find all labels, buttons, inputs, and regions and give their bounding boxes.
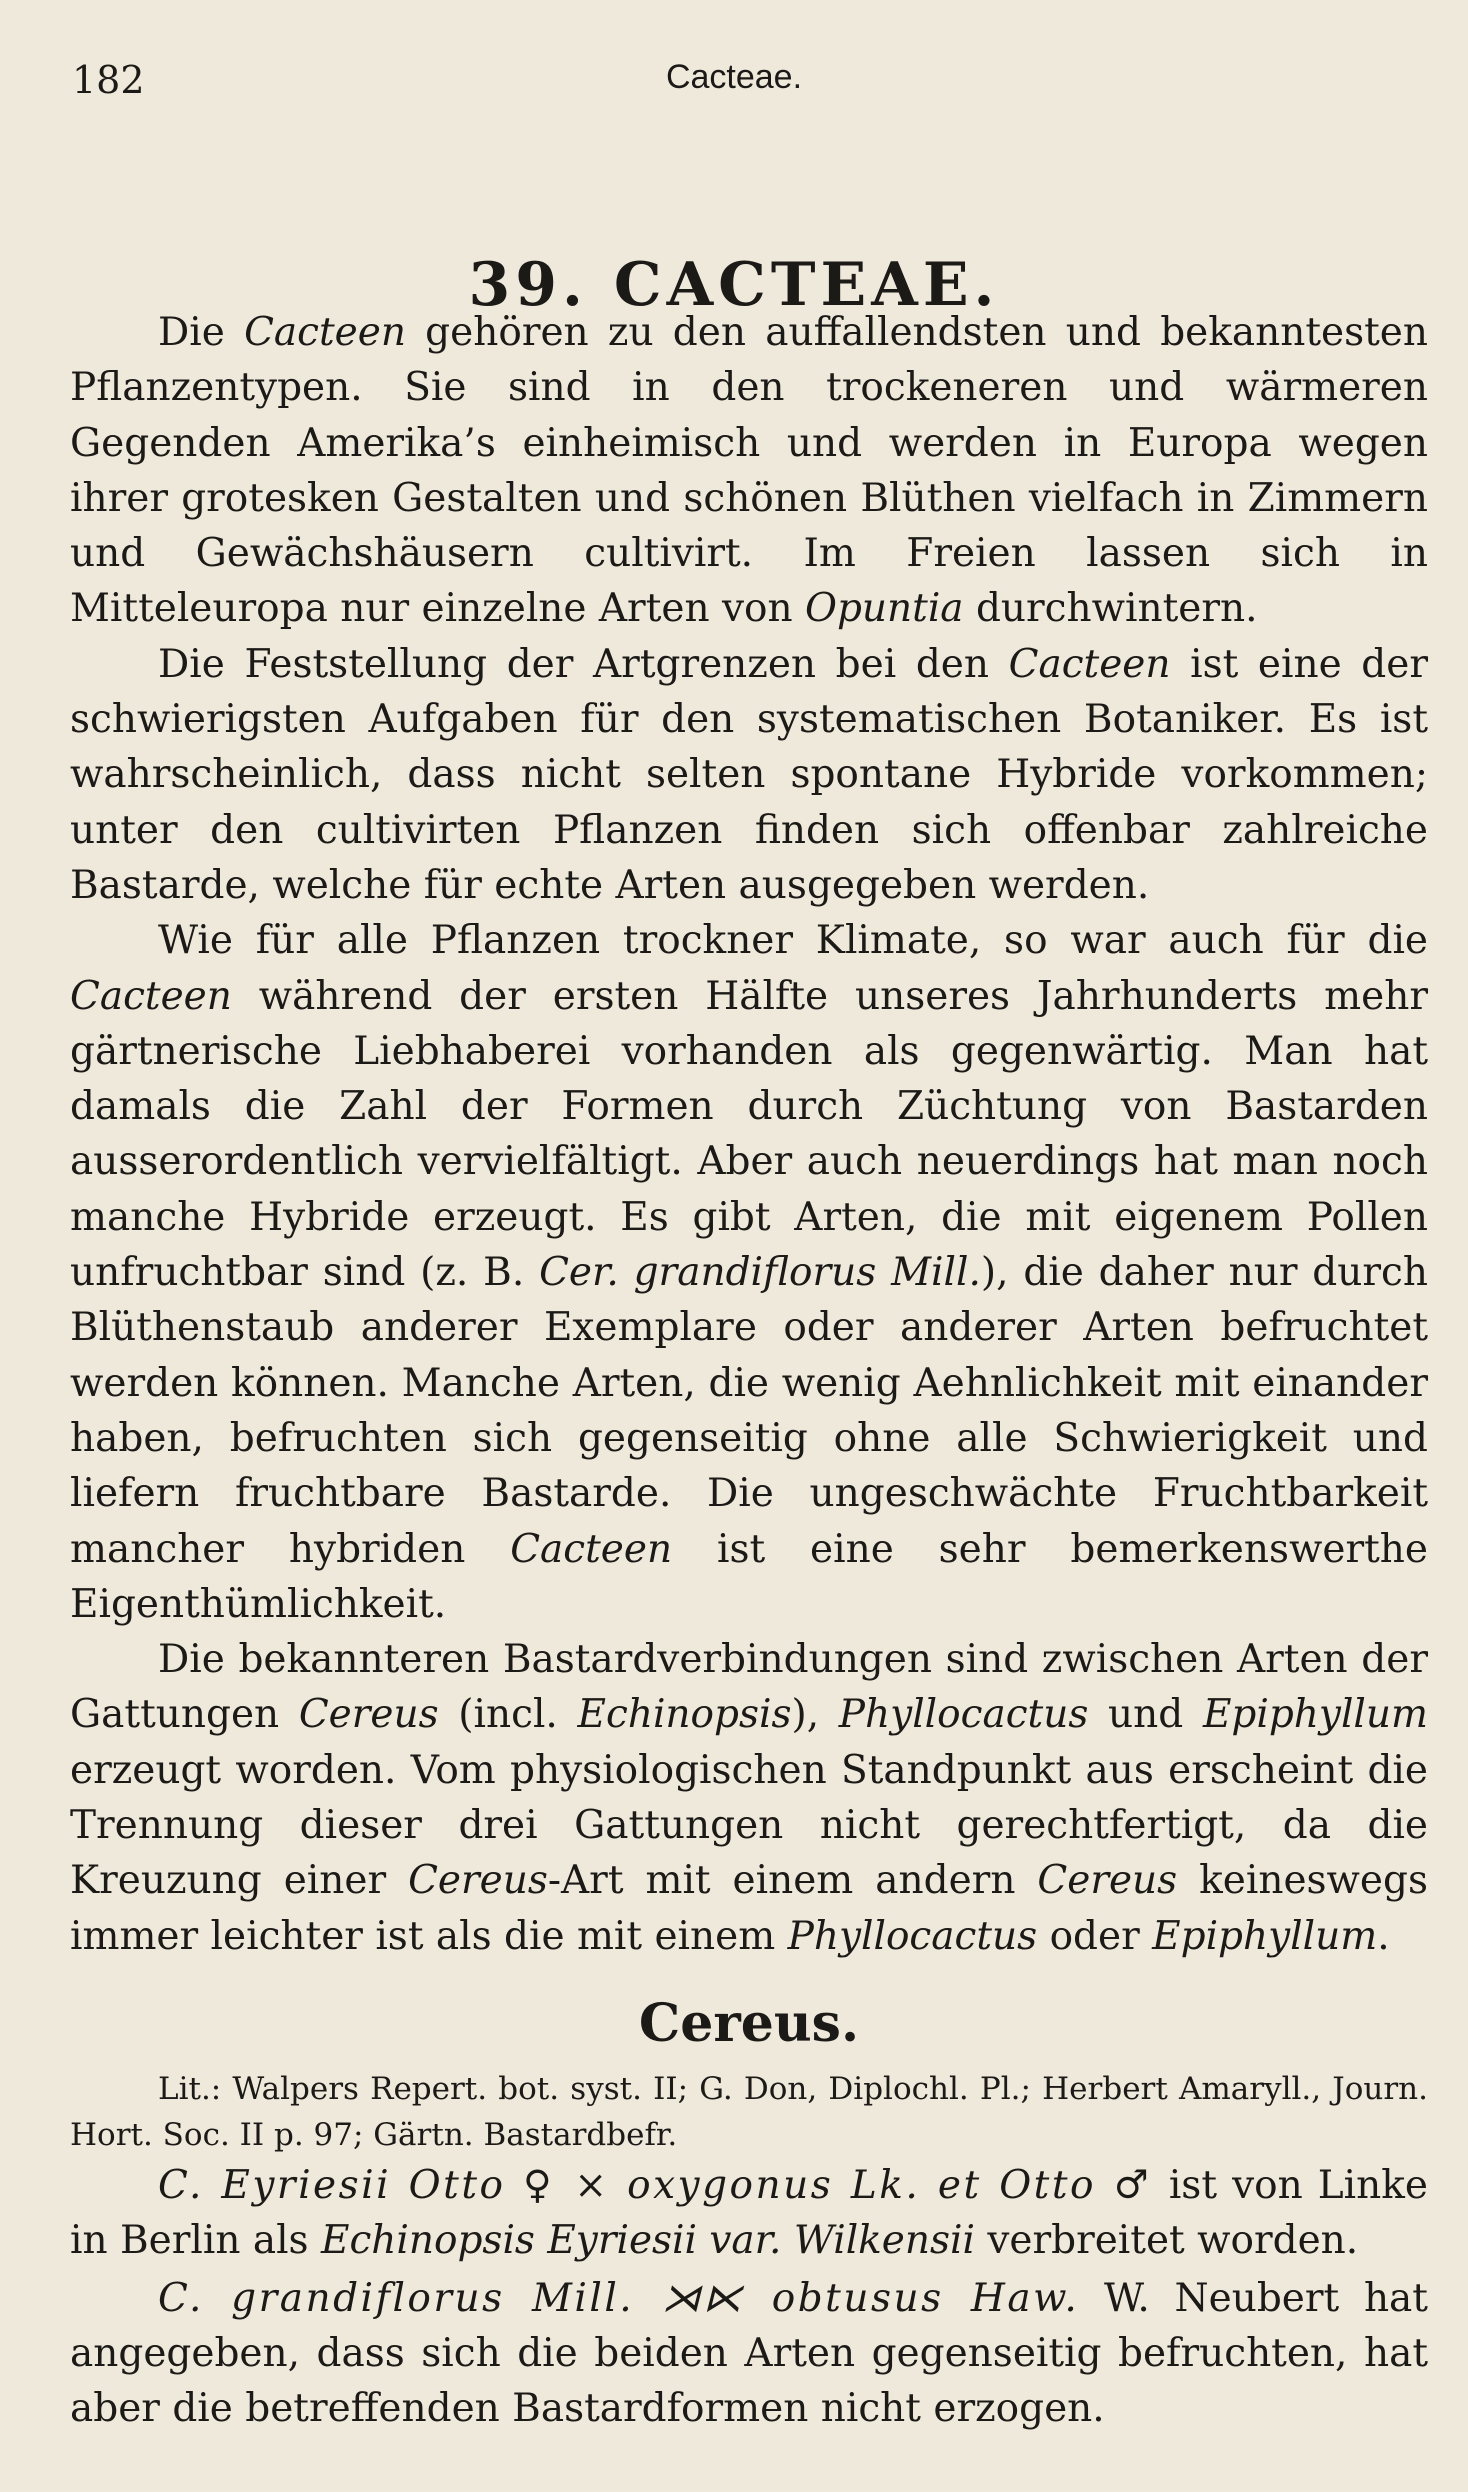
section-title: Cereus.: [638, 1992, 860, 2054]
spaced-taxon-name: C. grandiflorus Mill. ⋊⋉ obtusus Haw.: [158, 2275, 1080, 2321]
spaced-taxon-name: C. Eyriesii Otto ♀ × oxygonus Lk. et Otto ♂: [158, 2162, 1154, 2208]
text-run: Die bekannteren Bastardverbindungen sind zwischen Arten der Gattungen: [70, 1637, 1428, 1738]
text-run: gehören zu den auffallendsten und bekanntesten Pflanzentypen. Sie sind in den trockeneren und wärmeren Gegenden Amerika’s einheimisch und werden in Europa wegen ihrer grotesken Gestalten und schönen Blüthen vielfach in Zimmern und Gewächshäusern cultivirt. Im Freien lassen sich in Mitteleuropa nur einzelne Arten von: [70, 310, 1428, 632]
text-run: durchwintern.: [963, 586, 1258, 632]
text-run: oder: [1037, 1913, 1153, 1959]
text-run: Wie für alle Pflanzen trockner Klimate, so war auch für die: [158, 918, 1428, 964]
running-header: [72, 58, 1396, 118]
italic-taxon-name: Epiphyllum: [1202, 1692, 1429, 1738]
text-run: Die: [158, 310, 245, 355]
text-run: W. Neubert hat angegeben, dass sich die beiden Arten gegenseitig befruchten, hat aber die betreffenden Bastardformen nicht erzogen.: [70, 2275, 1428, 2432]
italic-taxon-name: Echinopsis Eyriesii var. Wilkensii: [320, 2218, 975, 2264]
page-number: 182: [72, 58, 145, 102]
running-title: Cacteae.: [665, 58, 803, 96]
text-run: ), die daher nur durch Blüthenstaub anderer Exemplare oder anderer Arten befruchtet werden können. Manche Arten, die wenig Aehnlichkeit mit einander haben, befruchten sich gegenseitig ohne alle Schwierigkeit und liefern fruchtbare Bastarde. Die ungeschwächte Fruchtbarkeit mancher hybriden: [70, 1250, 1428, 1572]
text-run: ),: [791, 1692, 839, 1738]
text-run: ist eine der schwierigsten Aufgaben für den systematischen Botaniker. Es ist wahrscheinlich, dass nicht selten spontane Hybride vorkommen; unter den cultivirten Pflanzen finden sich offenbar zahlreiche Bastarde, welche für echte Arten ausgegeben werden.: [70, 641, 1428, 908]
chapter-title: 39. CACTEAE.: [468, 250, 1000, 321]
text-run: ist von Linke in Berlin als: [70, 2162, 1428, 2264]
text-run: keineswegs immer leichter ist als die mit einem: [70, 1858, 1428, 1959]
italic-taxon-name: Cereus: [408, 1858, 548, 1904]
paragraph: [70, 305, 1428, 637]
italic-taxon-name: Cereus: [298, 1692, 439, 1738]
text-run: (incl.: [438, 1692, 578, 1738]
italic-taxon-name: Cacteen: [1008, 641, 1171, 687]
italic-taxon-name: Cer. grandiflorus Mill.: [539, 1250, 981, 1296]
literature-note: Lit.: Walpers Repert. bot. syst. II; G. Don, Diplochl. Pl.; Herbert Amaryll., Journ. Hort. Soc. II p. 97; Gärtn. Bastardbefr.: [70, 2070, 1428, 2153]
italic-taxon-name: Echinopsis: [577, 1692, 792, 1738]
text-run: -Art mit einem andern: [547, 1858, 1038, 1904]
text-run: Die Feststellung der Artgrenzen bei den: [158, 641, 1009, 687]
text-run: verbreitet worden.: [974, 2218, 1359, 2264]
italic-taxon-name: Phyllocactus: [787, 1913, 1038, 1959]
paragraph: [70, 637, 1428, 913]
text-run: ist eine sehr bemerkenswerthe Eigenthümlichkeit.: [70, 1526, 1428, 1627]
italic-taxon-name: Cereus: [1037, 1858, 1178, 1904]
text-run: während der ersten Hälfte unseres Jahrhunderts mehr gärtnerische Liebhaberei vorhanden als gegenwärtig. Man hat damals die Zahl der Formen durch Züchtung von Bastarden ausserordentlich vervielfältigt. Aber auch neuerdings hat man noch manche Hybride erzeugt. Es gibt Arten, die mit eigenem Pollen unfruchtbar sind (z. B.: [70, 973, 1428, 1296]
paragraph: [70, 913, 1428, 1632]
italic-taxon-name: Cacteen: [70, 973, 232, 1019]
italic-taxon-name: Phyllocactus: [838, 1692, 1089, 1738]
italic-taxon-name: Cacteen: [244, 310, 406, 355]
body-text: [70, 305, 1428, 2436]
paragraph: [70, 1632, 1428, 1964]
text-run: erzeugt worden. Vom physiologischen Standpunkt aus erscheint die Trennung dieser drei Gattungen nicht gerechtfertigt, da die Kreuzung einer: [70, 1747, 1428, 1904]
italic-taxon-name: Epiphyllum: [1152, 1913, 1378, 1959]
text-run: .: [1377, 1913, 1390, 1959]
hybrid-entry: [70, 2271, 1428, 2437]
hybrid-entry: [70, 2158, 1428, 2269]
italic-taxon-name: Cacteen: [510, 1526, 673, 1572]
text-run: und: [1088, 1692, 1203, 1738]
italic-taxon-name: Opuntia: [804, 586, 964, 632]
